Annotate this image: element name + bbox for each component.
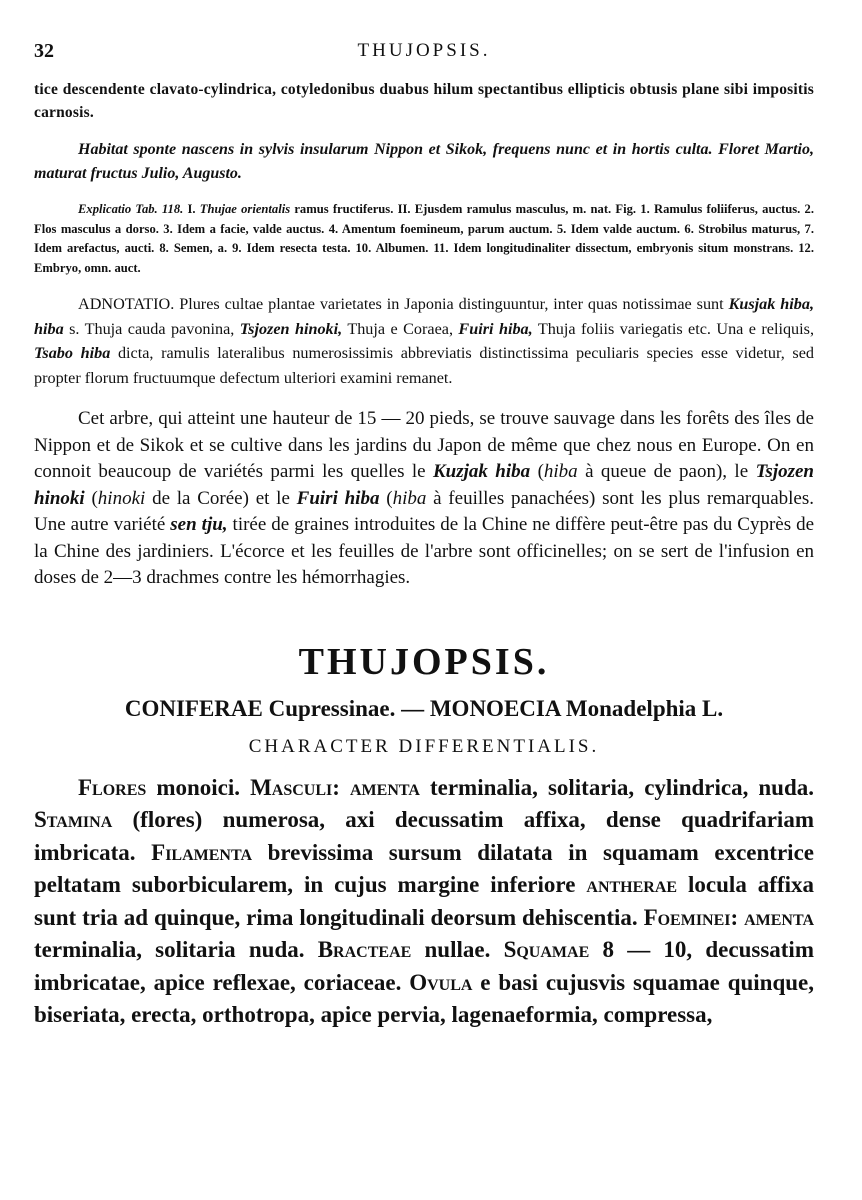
adnotatio-text-2: s. Thuja cauda pavonina, bbox=[69, 319, 235, 338]
character-text-9: e basi cujusvis squamae quinque, biseriata, erecta, orthotropa, apice pervia, lagenaeformia, compressa, bbox=[34, 969, 815, 1027]
character-text-6: terminalia, solitaria nuda. bbox=[34, 937, 305, 962]
adnotatio-name-4: Tsabo hiba bbox=[34, 344, 111, 362]
character-text-8: 8 — 10, decussatim imbricatae, apice reflexae, coriaceae. bbox=[34, 937, 814, 995]
adnotatio-name-3: Fuiri hiba, bbox=[458, 319, 533, 338]
running-title: THUJOPSIS. bbox=[357, 40, 491, 61]
explicatio-text: ramus fructiferus. II. Ejusdem ramulus masculus, m. nat. Fig. 1. Ramulus foliiferus, auctus. 2. Flos masculus a dorso. 3. Idem a facie, valde auctus. 4. Amentum foemineum, parum auctum. 5. Idem valde auctum. 6. Strobilus maturus, 7. Idem arefactus, aucti. 8. Semen, a. 9. Idem resecta testa. 10. Albumen. 11. Idem longitudinaliter dissectum, embryonis situm monstrans. 12. Embryo, omn. auct. bbox=[34, 202, 814, 275]
page-body bbox=[34, 36, 814, 1032]
character-text-2: terminalia, solitaria, cylindrica, nuda. bbox=[429, 774, 815, 800]
adnotatio-label: ADNOTATIO. bbox=[78, 295, 175, 313]
french-text-5: de la Corée) et le bbox=[152, 487, 290, 509]
term-amenta: amenta bbox=[349, 774, 420, 800]
french-text-7: à feuilles panachées) sont les plus remarquables. Une autre variété bbox=[34, 487, 814, 535]
character-text-3: (flores) numerosa, axi decussatim affixa, dense quadrifariam imbricata. bbox=[34, 807, 814, 865]
character-text-5: locula affixa sunt tria ad quinque, rima longitudinali deorsum dehiscentia. bbox=[34, 872, 815, 930]
term-amenta-2: amenta bbox=[744, 904, 814, 930]
french-name-6: hiba bbox=[392, 487, 427, 509]
page-number: 32 bbox=[34, 40, 54, 62]
french-text-6: ( bbox=[386, 487, 393, 509]
explicatio-label: Explicatio Tab. 118. bbox=[78, 202, 184, 216]
french-text-2: ( bbox=[537, 461, 544, 482]
french-name-5: Fuiri hiba bbox=[296, 487, 380, 509]
french-name-7: sen tju, bbox=[170, 514, 228, 535]
french-text-4: ( bbox=[91, 487, 98, 509]
character-text-4: brevissima sursum dilatata in squamam excentrice peltatam suborbicularem, in cujus margine inferiore bbox=[34, 839, 814, 897]
french-name-2: hiba bbox=[543, 461, 578, 482]
adnotatio-text-1: Plures cultae plantae varietates in Japonia distinguuntur, inter quas notissimae sunt bbox=[179, 295, 724, 313]
term-squamae: Squamae bbox=[503, 937, 590, 962]
french-name-3: Tsjozen hinoki bbox=[34, 461, 814, 509]
term-foeminei: Foeminei: bbox=[643, 904, 739, 930]
explicatio-species: Thujae orientalis bbox=[199, 202, 291, 216]
term-filamenta: Filamenta bbox=[151, 839, 253, 865]
term-ovula: Ovula bbox=[409, 969, 473, 995]
french-text-3: à queue de paon), le bbox=[585, 461, 749, 482]
character-text-7: nullae. bbox=[424, 937, 491, 962]
french-text-1: Cet arbre, qui atteint une hauteur de 15 — 20 pieds, se trouve sauvage dans les forêts des îles de Nippon et de Sikok et se cultive dans les jardins du Japon de même que chez nous en Europe. On en connoit beaucoup de variétés parmi les quelles le bbox=[34, 408, 814, 482]
french-text-8: tirée de graines introduites de la Chine ne diffère peut-être pas du Cyprès de la Chine des jardiniers. L'écorce et les feuilles de l'arbre sont officinelles; on se sert de l'infusion en doses de 2—3 drachmes contre les hémorrhagies. bbox=[34, 514, 815, 588]
genus-title: THUJOPSIS. bbox=[298, 640, 550, 683]
french-name-1: Kuzjak hiba bbox=[432, 461, 531, 482]
adnotatio-text-4: Thuja foliis variegatis etc. Una e reliquis, bbox=[537, 319, 814, 338]
term-bracteae: Bracteae bbox=[317, 937, 412, 962]
classification-line: CONIFERAE Cupressinae. — MONOECIA Monadelphia L. bbox=[124, 695, 724, 721]
running-head bbox=[34, 36, 814, 64]
description-paragraph: tice descendente clavato-cylindrica, cotyledonibus duabus hilum spectantibus ellipticis obtusis plane sibi impositis carnosis. bbox=[34, 81, 814, 121]
character-heading: CHARACTER DIFFERENTIALIS. bbox=[248, 735, 600, 757]
character-text-1: monoici. bbox=[156, 774, 241, 800]
adnotatio-name-1: Kusjak hiba, hiba bbox=[34, 295, 815, 338]
term-antherae: antherae bbox=[586, 872, 678, 897]
french-name-4: hinoki bbox=[97, 487, 146, 509]
term-flores: Flores bbox=[78, 774, 147, 800]
adnotatio-text-3: Thuja e Coraea, bbox=[347, 319, 453, 338]
explicatio-paragraph bbox=[34, 200, 814, 278]
french-paragraph bbox=[34, 406, 814, 592]
term-stamina: Stamina bbox=[34, 807, 113, 832]
adnotatio-paragraph bbox=[34, 292, 814, 390]
habitat-paragraph: Habitat sponte nascens in sylvis insularum Nippon et Sikok, frequens nunc et in hortis culta. Floret Martio, maturat fructus Julio, Augusto. bbox=[34, 141, 814, 182]
adnotatio-text-5: dicta, ramulis lateralibus numerosissimis abbreviatis distinctissima peculiaris species esse videtur, sed propter florum fructuumque defectum ulteriori examini remanet. bbox=[34, 344, 815, 387]
character-paragraph bbox=[34, 772, 814, 1032]
explicatio-numeral: I. bbox=[187, 202, 196, 216]
adnotatio-name-2: Tsjozen hinoki, bbox=[239, 319, 343, 338]
term-masculi: Masculi: bbox=[250, 774, 340, 800]
